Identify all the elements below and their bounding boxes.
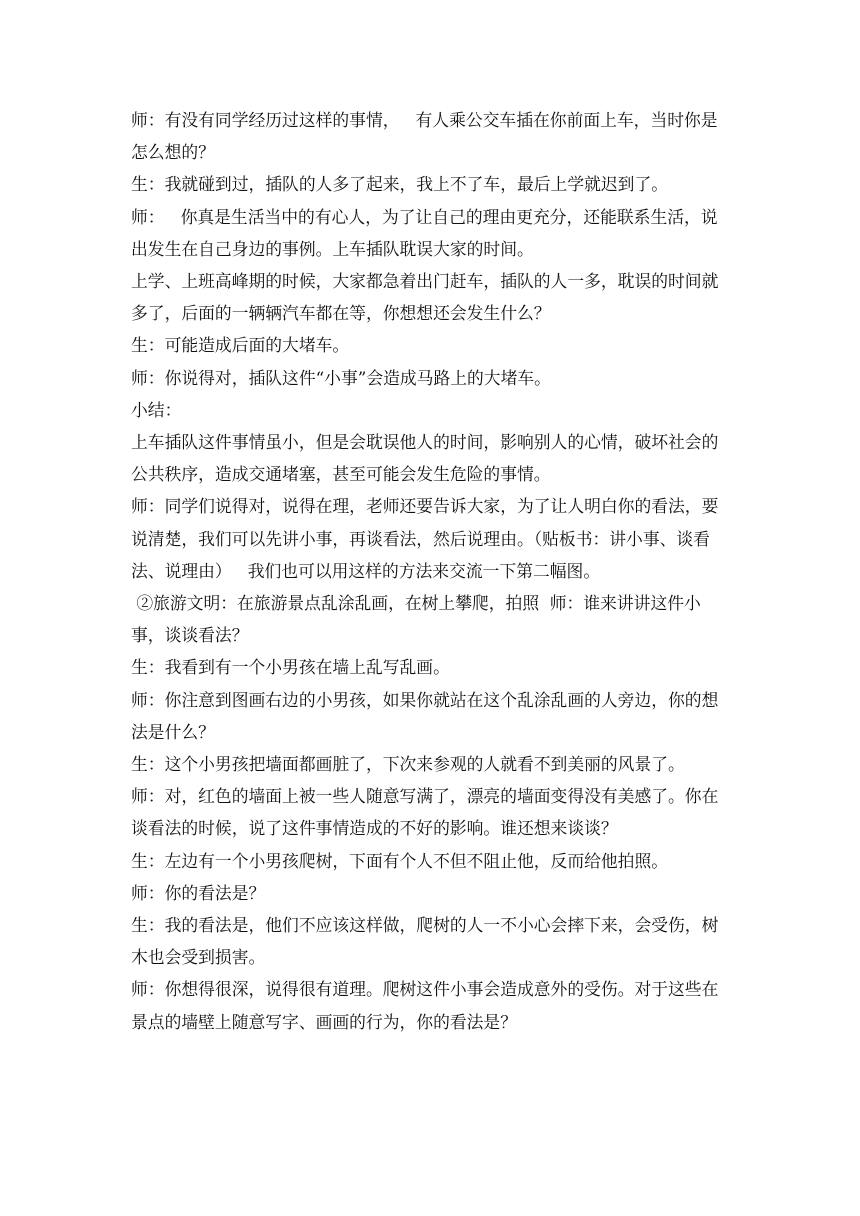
paragraph: 生：我就碰到过，插队的人多了起来，我上不了车，最后上学就迟到了。 [131,174,669,195]
paragraph: 上学、上班高峰期的时候，大家都急着出门赶车，插队的人一多，耽误的时间就多了，后面的一辆辆汽车都在等，你想想还会发生什么？ [131,271,719,324]
paragraph: 生：我看到有一个小男孩在墙上乱写乱画。 [131,657,450,678]
paragraph: 生：左边有一个小男孩爬树，下面有个人不但不阻止他，反而给他拍照。 [131,850,669,871]
paragraph: 生：我的看法是，他们不应该这样做，爬树的人一不小心会摔下来，会受伤，树木也会受到损害。 [131,915,719,968]
paragraph: 师：你注意到图画右边的小男孩，如果你就站在这个乱涂乱画的人旁边，你的想法是什么？ [131,689,719,742]
paragraph: ②旅游文明：在旅游景点乱涂乱画，在树上攀爬，拍照 师：谁来讲讲这件小事，谈谈看法？ [131,593,701,646]
paragraph: 师：同学们说得对，说得在理，老师还要告诉大家，为了让人明白你的看法，要说清楚，我们可以先讲小事，再谈看法，然后说理由。（贴板书：讲小事、谈看法、说理由） 我们也可以用这样的方法来交流一下第二幅图。 [131,496,719,581]
document-body [131,104,731,1038]
paragraph: 师：有没有同学经历过这样的事情， 有人乘公交车插在你前面上车，当时你是怎么想的？ [131,110,718,163]
paragraph: 师：你的看法是？ [131,882,266,903]
paragraph: 生：这个小男孩把墙面都画脏了，下次来参观的人就看不到美丽的风景了。 [131,754,685,775]
section-label: 小结： [131,399,182,420]
paragraph: 师：对，红色的墙面上被一些人随意写满了，漂亮的墙面变得没有美感了。你在谈看法的时候，说了这件事情造成的不好的影响。谁还想来谈谈？ [131,786,719,839]
paragraph: 师： 你真是生活当中的有心人，为了让自己的理由更充分，还能联系生活，说出发生在自己身边的事例。上车插队耽误大家的时间。 [131,206,718,259]
paragraph: 师：你说得对，插队这件“小事”会造成马路上的大堵车。 [131,367,551,388]
paragraph: 上车插队这件事情虽小，但是会耽误他人的时间，影响别人的心情，破坏社会的公共秩序，造成交通堵塞，甚至可能会发生危险的事情。 [131,432,719,485]
paragraph: 生：可能造成后面的大堵车。 [131,335,350,356]
paragraph: 师：你想得很深，说得很有道理。爬树这件小事会造成意外的受伤。对于这些在景点的墙壁上随意写字、画画的行为，你的看法是？ [131,979,719,1032]
